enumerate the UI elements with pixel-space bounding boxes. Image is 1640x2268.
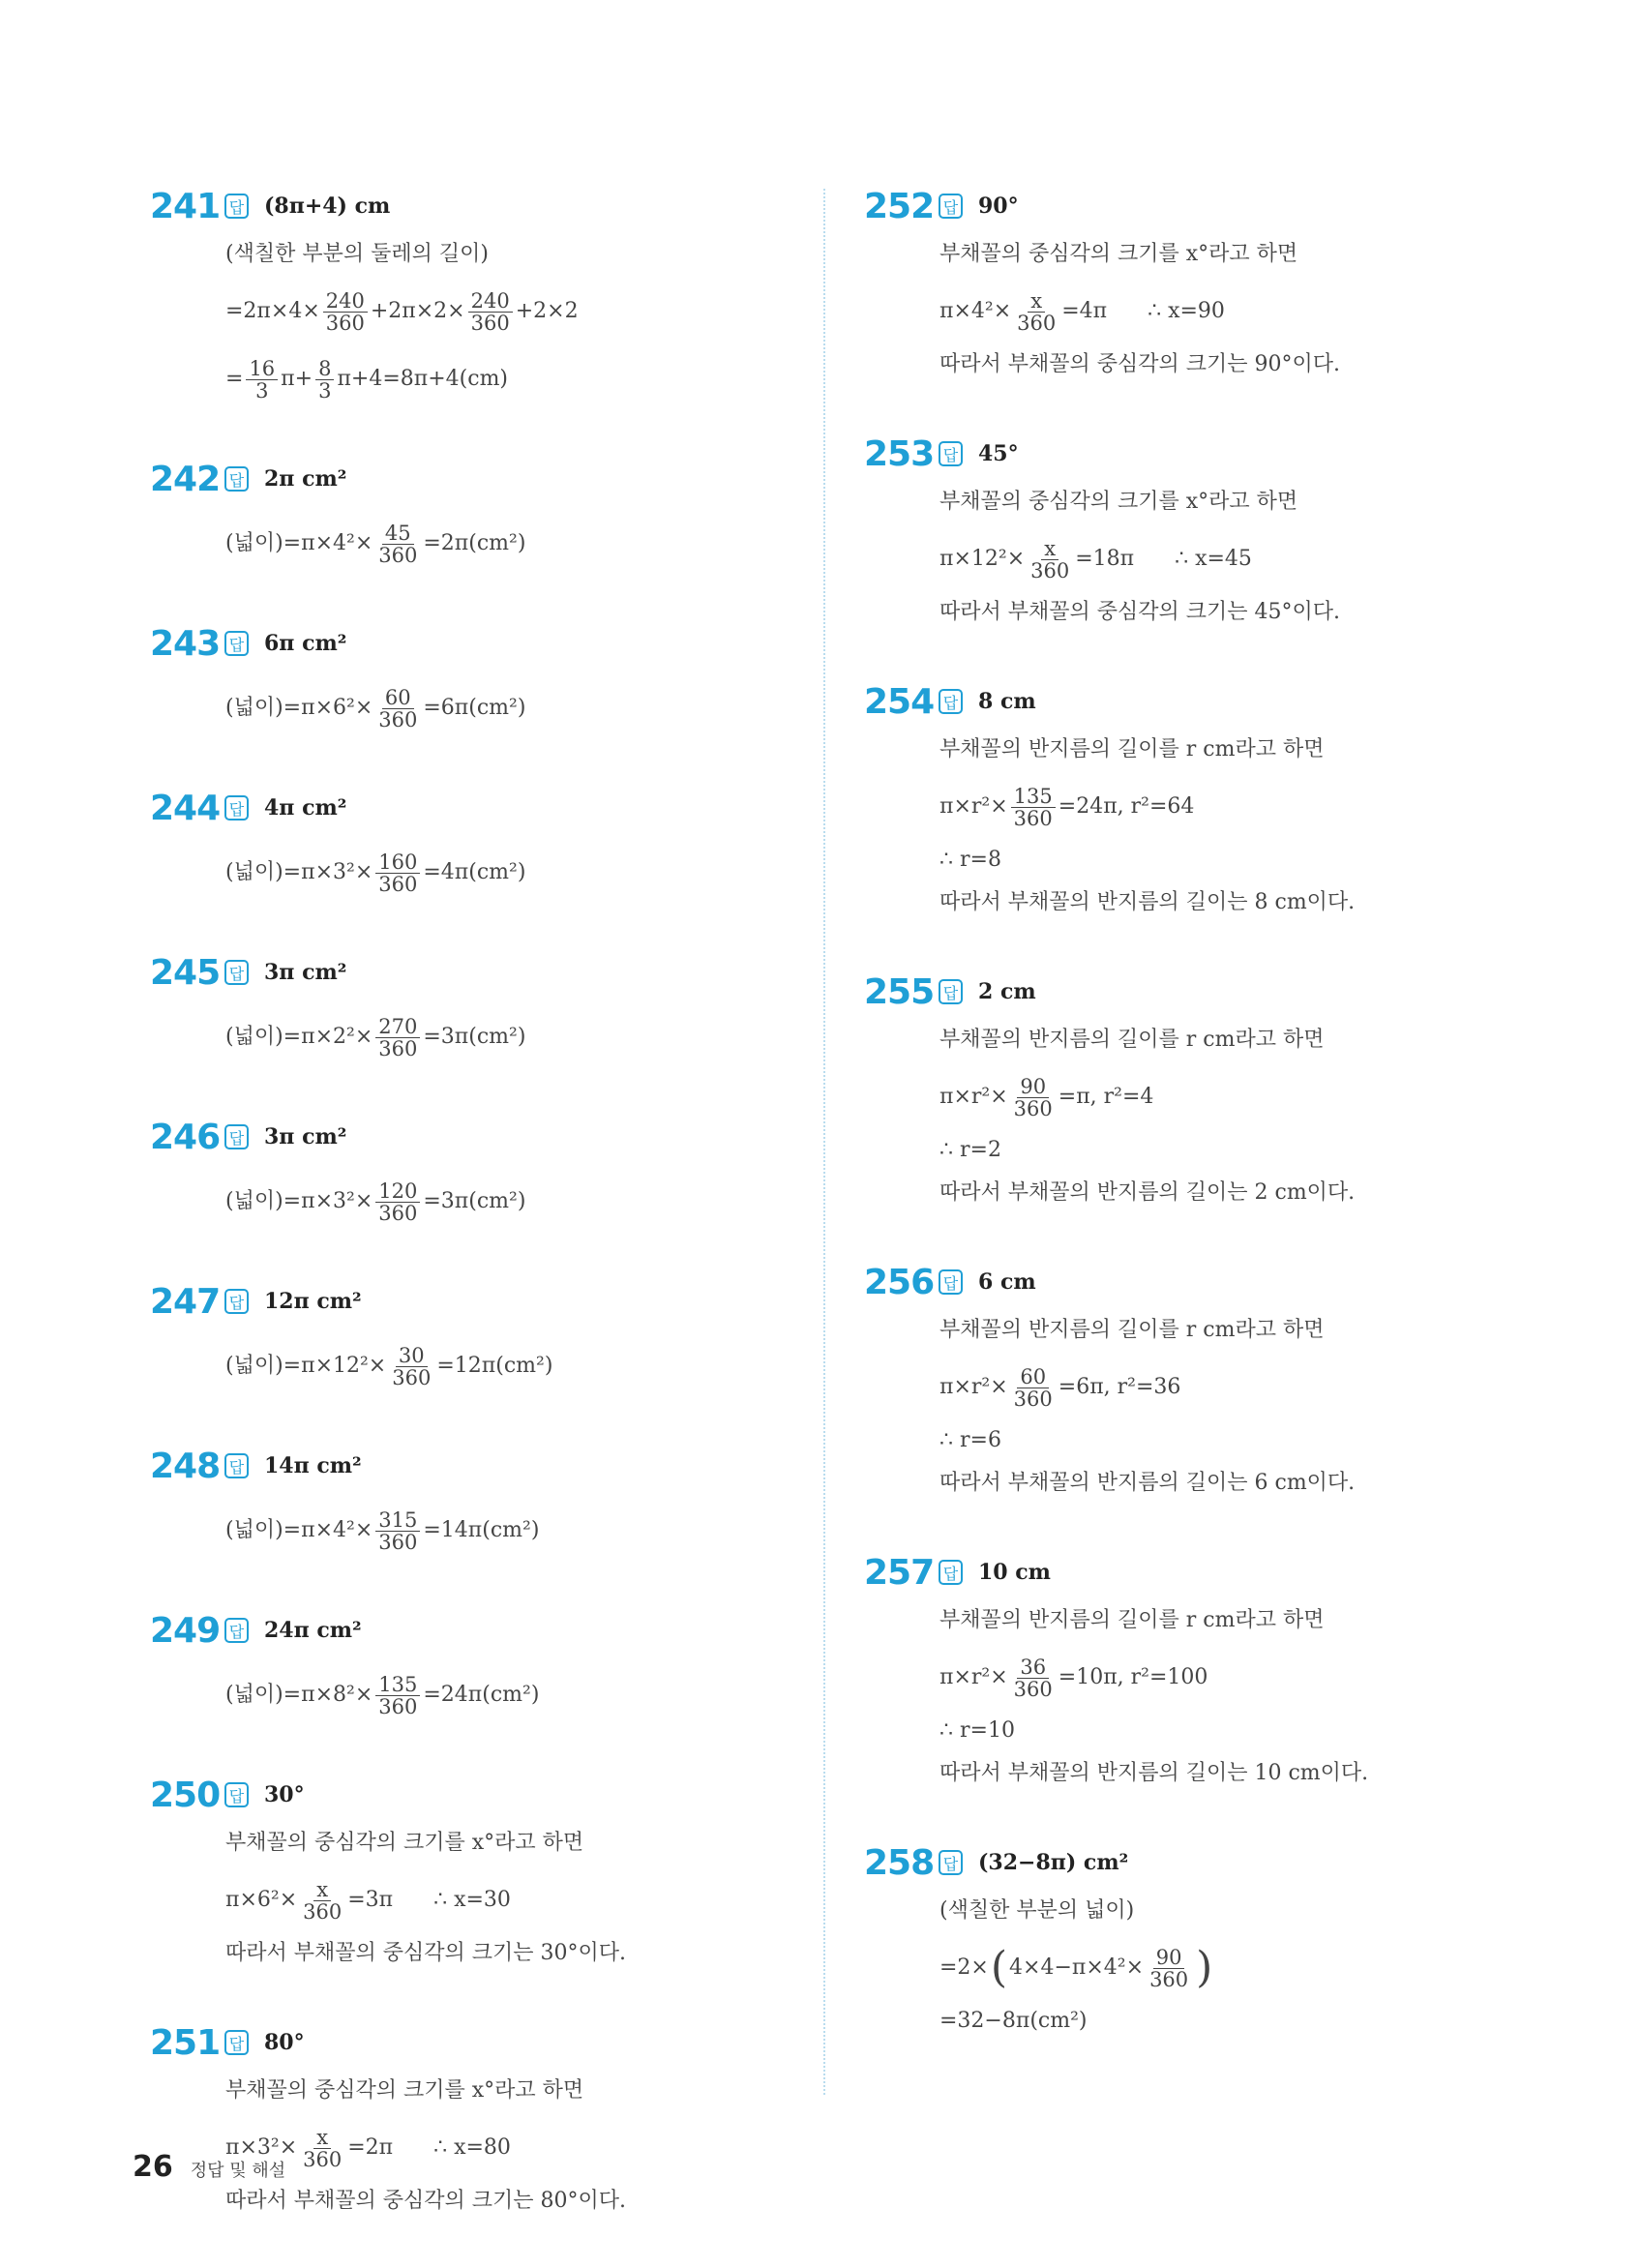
numerator: 270: [375, 1016, 420, 1038]
answer-text: 90°: [978, 194, 1019, 219]
answer-badge-icon: 답: [939, 1560, 963, 1585]
solution-formula: [939, 782, 1493, 832]
solution-formula: [225, 683, 779, 733]
numerator: 30: [396, 1345, 428, 1367]
page-footer: [133, 2150, 285, 2184]
problem-number: 257: [864, 1552, 935, 1593]
answer-badge-icon: 답: [939, 1850, 963, 1875]
problem-number: 241: [150, 186, 221, 226]
problem-number: 247: [150, 1281, 221, 1322]
fraction: [375, 687, 420, 731]
answer-badge-icon: 답: [224, 631, 249, 656]
numerator: x: [313, 2127, 331, 2149]
fraction: [375, 1180, 420, 1224]
formula-text: (넓이)=π×3²×: [225, 1189, 373, 1213]
solution-line: 부채꼴의 중심각의 크기를 x°라고 하면: [939, 490, 1298, 514]
answer-badge-icon: 답: [224, 466, 249, 492]
formula-text: =3π(cm²): [423, 1025, 526, 1049]
problem-248: [150, 1444, 779, 1556]
formula-text: (넓이)=π×4²×: [225, 1518, 373, 1542]
problem-258: [864, 1840, 1493, 2036]
denominator: 360: [378, 707, 418, 731]
denominator: 3: [318, 378, 332, 403]
answer-text: 14π cm²: [264, 1453, 362, 1478]
denominator: 360: [1013, 1387, 1053, 1411]
formula-text: (넓이)=π×12²×: [225, 1354, 387, 1378]
formula-text: 4×4−π×4²×: [1009, 1955, 1145, 1980]
solution-formula: [225, 286, 779, 337]
page-number: 26: [133, 2150, 173, 2184]
formula-text: π×3²×: [225, 2135, 298, 2160]
answer-text: 4π cm²: [264, 795, 347, 821]
formula-text: =2π(cm²): [423, 531, 526, 555]
formula-text: π+: [281, 367, 313, 391]
problem-number: 242: [150, 459, 221, 499]
solution-line: 부채꼴의 중심각의 크기를 x°라고 하면: [225, 2078, 584, 2103]
denominator: 360: [1149, 1967, 1189, 1991]
right-paren: ): [1196, 1943, 1213, 1992]
fraction: [315, 358, 334, 402]
problem-number: 251: [150, 2022, 221, 2063]
numerator: x: [313, 1879, 331, 1901]
answer-text: 45°: [978, 441, 1019, 466]
formula-text: =4π ∴ x=90: [1061, 299, 1225, 323]
solution-formula: [225, 354, 779, 404]
formula-text: =2×: [939, 1955, 989, 1980]
denominator: 360: [303, 1899, 343, 1924]
answer-text: 10 cm: [978, 1560, 1051, 1585]
formula-text: π×6²×: [225, 1888, 298, 1912]
problem-246: [150, 1115, 779, 1227]
fraction: [375, 522, 420, 566]
answer-text: 30°: [264, 1782, 305, 1807]
problem-number: 258: [864, 1842, 935, 1883]
formula-text: =24π, r²=64: [1058, 794, 1195, 819]
solution-formula: [939, 286, 1493, 337]
fraction: [1014, 290, 1059, 334]
problem-243: [150, 621, 779, 733]
answer-text: 6π cm²: [264, 631, 347, 656]
answer-badge-icon: 답: [224, 1453, 249, 1478]
solution-formula: [939, 1362, 1493, 1413]
solution-line: ∴ r=10: [939, 1718, 1015, 1743]
solution-formula: [225, 1875, 779, 1925]
problem-242: [150, 457, 779, 569]
denominator: 360: [378, 1036, 418, 1060]
problem-number: 246: [150, 1117, 221, 1157]
fraction: [246, 358, 278, 402]
solution-formula: [225, 1341, 779, 1391]
solution-line: 부채꼴의 반지름의 길이를 r cm라고 하면: [939, 1318, 1325, 1342]
answer-badge-icon: 답: [224, 1618, 249, 1643]
problem-249: [150, 1608, 779, 1720]
fraction: [300, 2127, 344, 2170]
solution-line: 부채꼴의 반지름의 길이를 r cm라고 하면: [939, 1028, 1325, 1052]
solution-line: 따라서 부채꼴의 중심각의 크기는 30°이다.: [225, 1941, 626, 1965]
problem-number: 255: [864, 971, 935, 1012]
problem-number: 244: [150, 788, 221, 828]
solution-formula: [225, 519, 779, 569]
numerator: 8: [315, 358, 334, 380]
formula-text: =2π ∴ x=80: [347, 2135, 511, 2160]
denominator: 360: [378, 1201, 418, 1225]
numerator: 45: [382, 522, 414, 545]
numerator: 315: [375, 1509, 420, 1532]
right-column: [864, 184, 1493, 2088]
solution-line: 따라서 부채꼴의 반지름의 길이는 2 cm이다.: [939, 1180, 1356, 1205]
answer-badge-icon: 답: [939, 441, 963, 466]
denominator: 360: [1013, 1096, 1053, 1120]
formula-text: π×12²×: [939, 547, 1026, 571]
problem-241: [150, 184, 779, 404]
problem-number: 245: [150, 952, 221, 993]
fraction: [375, 1016, 420, 1059]
problem-247: [150, 1279, 779, 1391]
column-divider: [823, 189, 825, 2095]
solution-line: (색칠한 부분의 둘레의 길이): [225, 242, 489, 266]
answer-badge-icon: 답: [224, 1782, 249, 1807]
denominator: 360: [303, 2147, 343, 2171]
answer-badge-icon: 답: [224, 960, 249, 985]
denominator: 360: [1013, 1677, 1053, 1701]
fraction: [1028, 538, 1072, 582]
answer-text: 2π cm²: [264, 466, 347, 492]
problem-253: [864, 432, 1493, 627]
left-paren: (: [990, 1943, 1008, 1992]
formula-text: =3π ∴ x=30: [347, 1888, 511, 1912]
solution-line: 부채꼴의 중심각의 크기를 x°라고 하면: [225, 1831, 584, 1855]
solution-line: 따라서 부채꼴의 반지름의 길이는 8 cm이다.: [939, 890, 1356, 914]
solution-formula: [225, 1506, 779, 1556]
formula-text: =18π ∴ x=45: [1075, 547, 1252, 571]
problem-number: 243: [150, 623, 221, 664]
formula-text: π×4²×: [939, 299, 1012, 323]
numerator: 135: [375, 1674, 420, 1696]
fraction: [1011, 786, 1056, 829]
denominator: 360: [392, 1365, 432, 1389]
solution-line: 부채꼴의 반지름의 길이를 r cm라고 하면: [939, 737, 1325, 761]
solution-formula: [939, 1653, 1493, 1703]
answer-badge-icon: 답: [224, 194, 249, 219]
problem-257: [864, 1550, 1493, 1788]
solution-line: 따라서 부채꼴의 중심각의 크기는 90°이다.: [939, 352, 1340, 376]
solution-line: ∴ r=6: [939, 1428, 1001, 1452]
formula-text: =π, r²=4: [1058, 1085, 1154, 1109]
answer-text: 3π cm²: [264, 1124, 347, 1149]
answer-text: (32−8π) cm²: [978, 1850, 1129, 1875]
page-label: 정답 및 해설: [190, 2161, 286, 2181]
numerator: 240: [468, 290, 513, 313]
solution-formula: [225, 2123, 779, 2173]
solution-formula: [225, 848, 779, 898]
problem-245: [150, 950, 779, 1062]
numerator: 135: [1011, 786, 1056, 808]
numerator: 160: [375, 851, 420, 874]
formula-text: π+4=8π+4(cm): [337, 367, 509, 391]
formula-text: =12π(cm²): [436, 1354, 553, 1378]
answer-badge-icon: 답: [224, 2030, 249, 2055]
solution-formula: [939, 1072, 1493, 1122]
denominator: 360: [378, 872, 418, 896]
answer-text: 2 cm: [978, 979, 1036, 1004]
numerator: 16: [246, 358, 278, 380]
numerator: 60: [382, 687, 414, 709]
formula-text: =2π×4×: [225, 299, 320, 323]
numerator: 90: [1153, 1947, 1185, 1969]
problem-number: 254: [864, 681, 935, 722]
problem-number: 248: [150, 1446, 221, 1486]
solution-formula: [939, 534, 1493, 584]
denominator: 360: [378, 1694, 418, 1718]
answer-badge-icon: 답: [224, 1124, 249, 1149]
fraction: [468, 290, 513, 334]
fraction: [1011, 1076, 1056, 1119]
solution-formula: [225, 1670, 779, 1720]
problem-number: 249: [150, 1610, 221, 1651]
answer-badge-icon: 답: [939, 979, 963, 1004]
solution-line: =32−8π(cm²): [939, 2009, 1088, 2033]
solution-line: 부채꼴의 중심각의 크기를 x°라고 하면: [939, 242, 1298, 266]
formula-text: (넓이)=π×6²×: [225, 696, 373, 720]
answer-text: 6 cm: [978, 1269, 1036, 1295]
solution-line: ∴ r=8: [939, 848, 1001, 872]
formula-text: =14π(cm²): [423, 1518, 540, 1542]
answer-text: 24π cm²: [264, 1618, 362, 1643]
problem-252: [864, 184, 1493, 379]
fraction: [375, 1509, 420, 1553]
solution-line: 부채꼴의 반지름의 길이를 r cm라고 하면: [939, 1608, 1325, 1632]
problem-250: [150, 1773, 779, 1968]
problem-251: [150, 2020, 779, 2216]
solution-line: 따라서 부채꼴의 반지름의 길이는 6 cm이다.: [939, 1471, 1356, 1495]
numerator: x: [1028, 290, 1045, 313]
problem-number: 250: [150, 1775, 221, 1815]
formula-text: +2×2: [515, 299, 579, 323]
denominator: 360: [378, 543, 418, 567]
formula-text: (넓이)=π×2²×: [225, 1025, 373, 1049]
answer-text: (8π+4) cm: [264, 194, 391, 219]
answer-text: 12π cm²: [264, 1289, 362, 1314]
problem-256: [864, 1260, 1493, 1498]
left-column: [150, 184, 779, 2268]
solution-line: (색칠한 부분의 넓이): [939, 1898, 1135, 1923]
fraction: [375, 851, 420, 895]
answer-badge-icon: 답: [939, 194, 963, 219]
fraction: [1011, 1656, 1056, 1700]
problem-number: 252: [864, 186, 935, 226]
formula-text: =10π, r²=100: [1058, 1665, 1208, 1689]
solution-formula: [939, 1943, 1493, 1993]
denominator: 3: [255, 378, 269, 403]
solution-line: 따라서 부채꼴의 반지름의 길이는 10 cm이다.: [939, 1761, 1369, 1785]
formula-text: (넓이)=π×8²×: [225, 1683, 373, 1707]
solution-formula: [225, 1012, 779, 1062]
denominator: 360: [325, 311, 365, 335]
formula-text: π×r²×: [939, 1085, 1008, 1109]
answer-text: 3π cm²: [264, 960, 347, 985]
answer-badge-icon: 답: [939, 1269, 963, 1295]
fraction: [389, 1345, 433, 1388]
fraction: [1011, 1366, 1056, 1410]
formula-text: +2π×2×: [370, 299, 465, 323]
numerator: 36: [1017, 1656, 1049, 1679]
denominator: 360: [1017, 311, 1057, 335]
fraction: [323, 290, 368, 334]
answer-text: 80°: [264, 2030, 305, 2055]
fraction: [1147, 1947, 1191, 1990]
denominator: 360: [1013, 806, 1053, 830]
problem-255: [864, 970, 1493, 1208]
denominator: 360: [1030, 558, 1070, 582]
solution-line: 따라서 부채꼴의 중심각의 크기는 45°이다.: [939, 600, 1340, 624]
formula-text: (넓이)=π×4²×: [225, 531, 373, 555]
problem-number: 256: [864, 1262, 935, 1302]
answer-badge-icon: 답: [224, 1289, 249, 1314]
problem-number: 253: [864, 433, 935, 474]
formula-text: π×r²×: [939, 1375, 1008, 1399]
numerator: 120: [375, 1180, 420, 1203]
numerator: 90: [1017, 1076, 1049, 1098]
problem-254: [864, 679, 1493, 917]
solution-line: ∴ r=2: [939, 1138, 1001, 1162]
denominator: 360: [378, 1530, 418, 1554]
fraction: [375, 1674, 420, 1717]
numerator: x: [1041, 538, 1059, 560]
formula-text: =3π(cm²): [423, 1189, 526, 1213]
numerator: 60: [1017, 1366, 1049, 1388]
denominator: 360: [470, 311, 510, 335]
problem-244: [150, 786, 779, 898]
formula-text: =: [225, 367, 244, 391]
answer-badge-icon: 답: [939, 689, 963, 714]
formula-text: π×r²×: [939, 1665, 1008, 1689]
formula-text: =24π(cm²): [423, 1683, 540, 1707]
numerator: 240: [323, 290, 368, 313]
answer-badge-icon: 답: [224, 795, 249, 821]
formula-text: (넓이)=π×3²×: [225, 860, 373, 884]
answer-text: 8 cm: [978, 689, 1036, 714]
solution-formula: [225, 1177, 779, 1227]
formula-text: =6π(cm²): [423, 696, 526, 720]
formula-text: =6π, r²=36: [1058, 1375, 1181, 1399]
fraction: [300, 1879, 344, 1923]
formula-text: π×r²×: [939, 794, 1008, 819]
formula-text: =4π(cm²): [423, 860, 526, 884]
solution-line: 따라서 부채꼴의 중심각의 크기는 80°이다.: [225, 2189, 626, 2213]
